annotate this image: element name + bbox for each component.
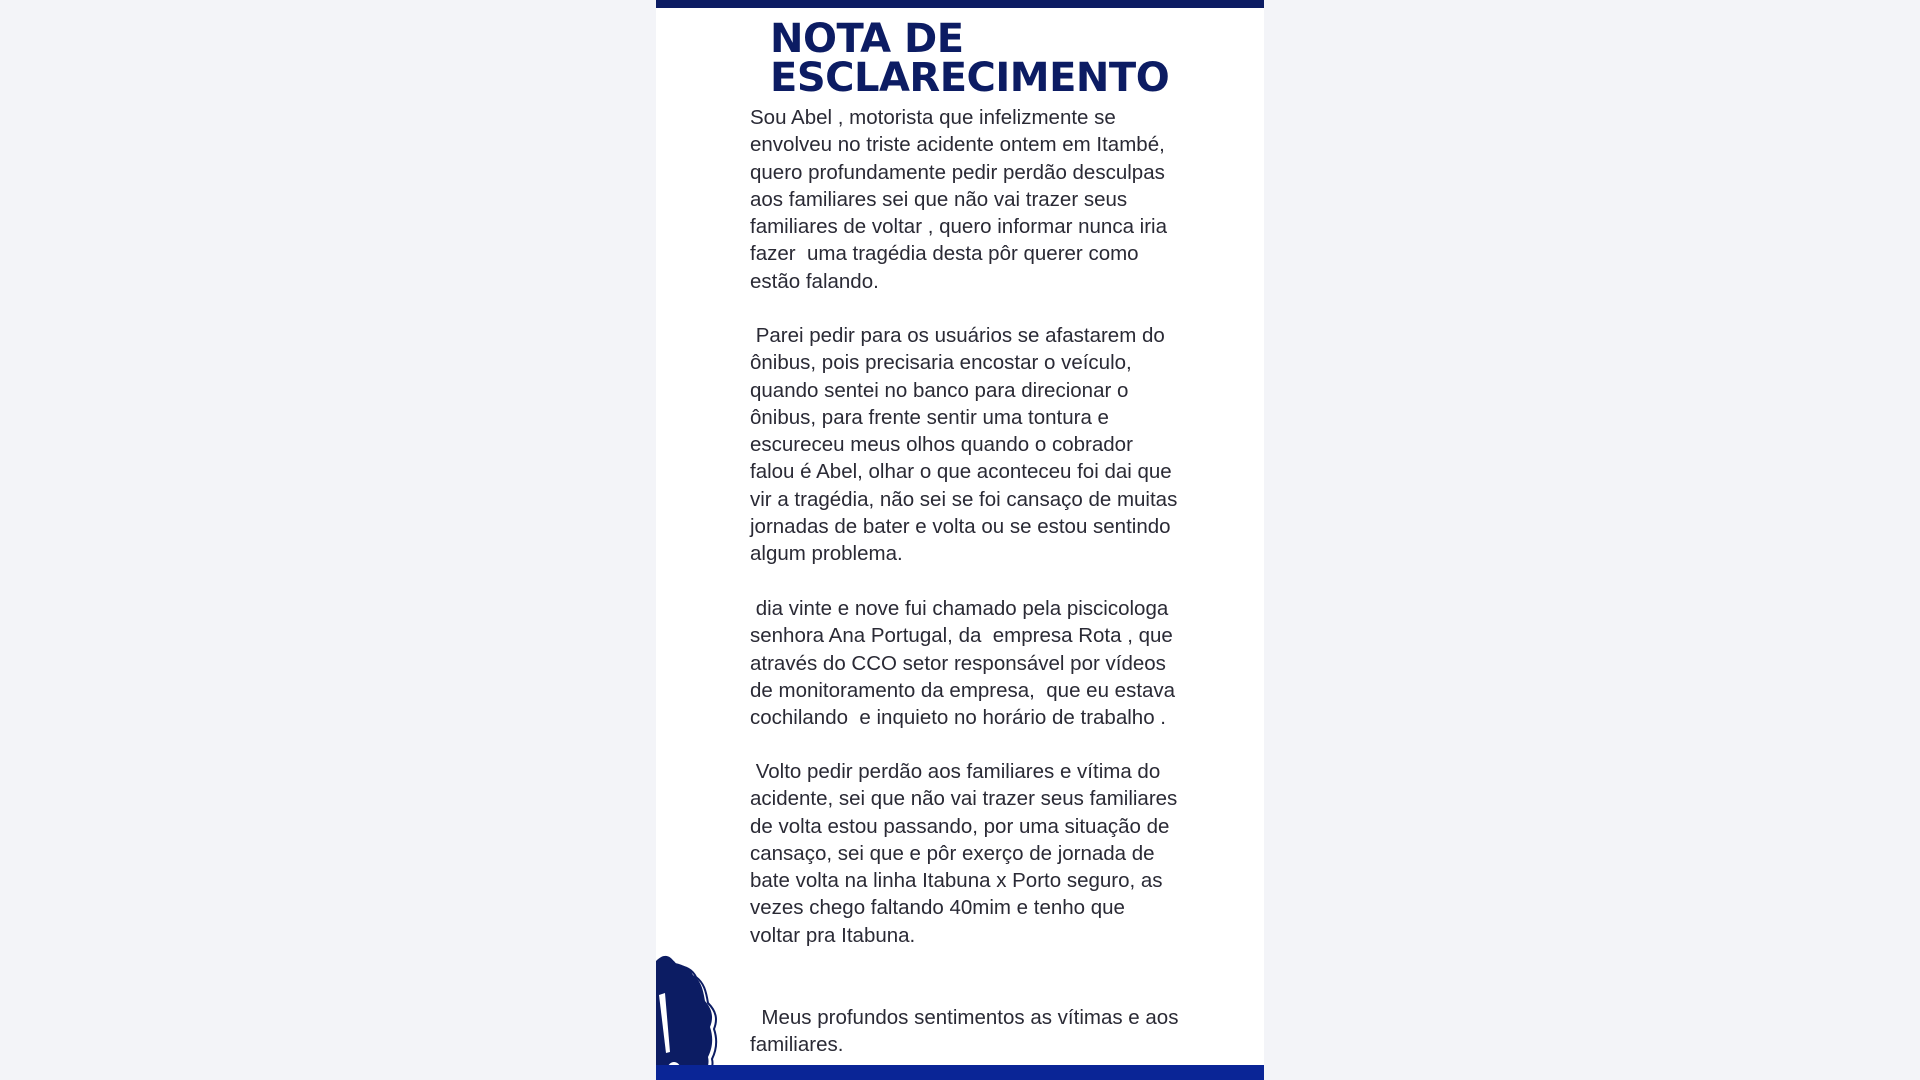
bottom-bar — [656, 1065, 1264, 1080]
exclamation-icon — [656, 955, 736, 1080]
clarification-note-card — [656, 0, 1264, 1080]
top-bar — [656, 0, 1264, 8]
paragraph-1: Sou Abel , motorista que infelizmente se envolveu no triste acidente ontem em Itambé, quero profundamente pedir perdão desculpas aos familiares sei que não vai trazer seus familiares de voltar , quero informar nunca iria fazer uma tragédia desta pôr querer como estão falando. — [750, 106, 1168, 293]
page-title: NOTA DE ESCLARECIMENTO — [770, 16, 1170, 101]
paragraph-3: dia vinte e nove fui chamado pela piscicologa senhora Ana Portugal, da empresa Rota , que através do CCO setor responsável por vídeos de monitoramento da empresa, que eu estava cochilando e inquieto no horário de trabalho . — [750, 597, 1176, 730]
paragraph-2: Parei pedir para os usuários se afastarem do ônibus, pois precisaria encostar o veículo, quando sentei no banco para direcionar o ônibus, para frente sentir uma tontura e escureceu meus olhos quando o cobrador falou é Abel, olhar o que aconteceu foi dai que vir a tragédia, não sei se foi cansaço de muitas jornadas de bater e volta ou se estou sentindo algum problema. — [750, 324, 1178, 566]
paragraph-4: Volto pedir perdão aos familiares e vítima do acidente, sei que não vai trazer seus familiares de volta estou passando, por uma situação de cansaço, sei que e pôr exerço de jornada de bate volta na linha Itabuna x Porto seguro, as vezes chego faltando 40mim e tenho que voltar pra Itabuna. — [750, 760, 1178, 947]
closing-paragraph: Meus profundos sentimentos as vítimas e aos familiares. — [750, 1006, 1179, 1057]
